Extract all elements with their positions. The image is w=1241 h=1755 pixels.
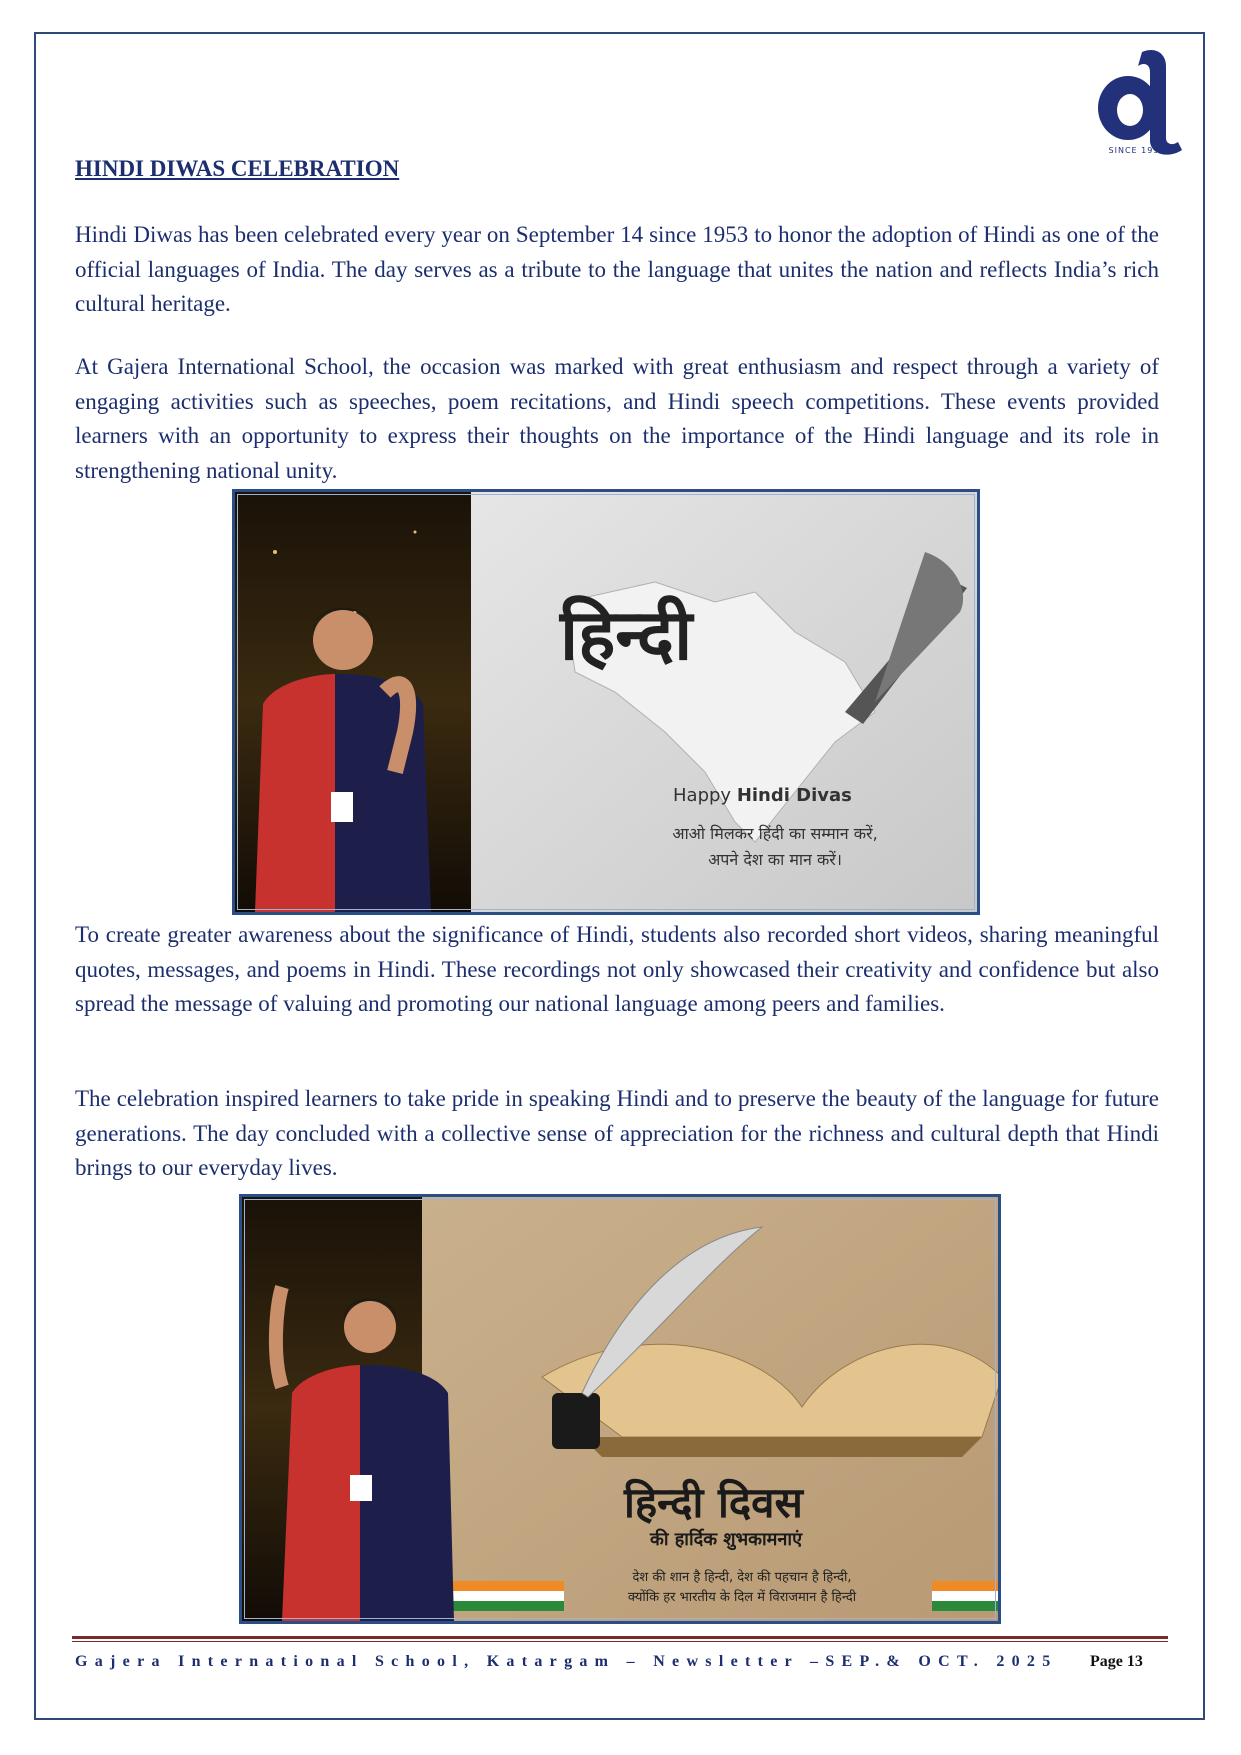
happy-label: Happy [673,785,732,806]
page-number: Page 13 [1090,1653,1143,1670]
greeting-line-2: क्योंकि हर भारतीय के दिल में विराजमान है हिन्दी [627,1590,857,1605]
school-logo-icon [1092,46,1196,158]
hindi-divas-subtitle: की हार्दिक शुभकामनाएं [650,1529,803,1550]
footer-rule-thin [72,1641,1168,1642]
paragraph-videos: To create greater awareness about the significance of Hindi, students also recorded short videos, sharing meaningful quotes, messages, and poems in Hindi. These recordings not only showcased their creativity and confidence but also spread the message of valuing and promoting our national language among peers and families. [75,922,1159,1016]
logo-since-text: SINCE 1993 [1108,146,1166,155]
hindi-slogan-line-1: आओ मिलकर हिंदी का सम्मान करें, [672,824,878,843]
hindi-slogan-line-2: अपने देश का मान करें। [708,850,842,869]
hindi-divas-label: Hindi Divas [736,785,852,806]
hindi-calligraphy: हिन्दी [560,594,693,676]
hindi-divas-title: हिन्दी दिवस [624,1478,803,1527]
happy-hindi-divas-label [673,785,852,806]
paragraph-activities: At Gajera International School, the occasion was marked with great enthusiasm and respect through a variety of engaging activities such as speeches, poem recitations, and Hindi speech competitions. These events provided learners with an opportunity to express their thoughts on the importance of the Hindi language and its role in strengthening national unity. [75,354,1159,483]
footer-newsletter-text: Gajera International School, Katargam – Newsletter –SEP.& OCT. 2025 [75,1653,1058,1670]
photo-hindi-divas-greeting [239,1194,1001,1624]
paragraph-conclusion: The celebration inspired learners to take pride in speaking Hindi and to preserve the beauty of the language for future generations. The day concluded with a collective sense of appreciation for the richness and cultural depth that Hindi brings to our everyday lives. [75,1086,1159,1180]
photo-hindi-divas-speech [232,489,980,915]
footer-rule [72,1636,1168,1639]
article-heading: HINDI DIWAS CELEBRATION [75,156,400,181]
paragraph-intro: Hindi Diwas has been celebrated every year on September 14 since 1953 to honor the adoption of Hindi as one of the official languages of India. The day serves as a tribute to the language that unites the nation and reflects India’s rich cultural heritage. [75,222,1159,316]
greeting-line-1: देश की शान है हिन्दी, देश की पहचान है हिन्दी, [632,1570,852,1585]
